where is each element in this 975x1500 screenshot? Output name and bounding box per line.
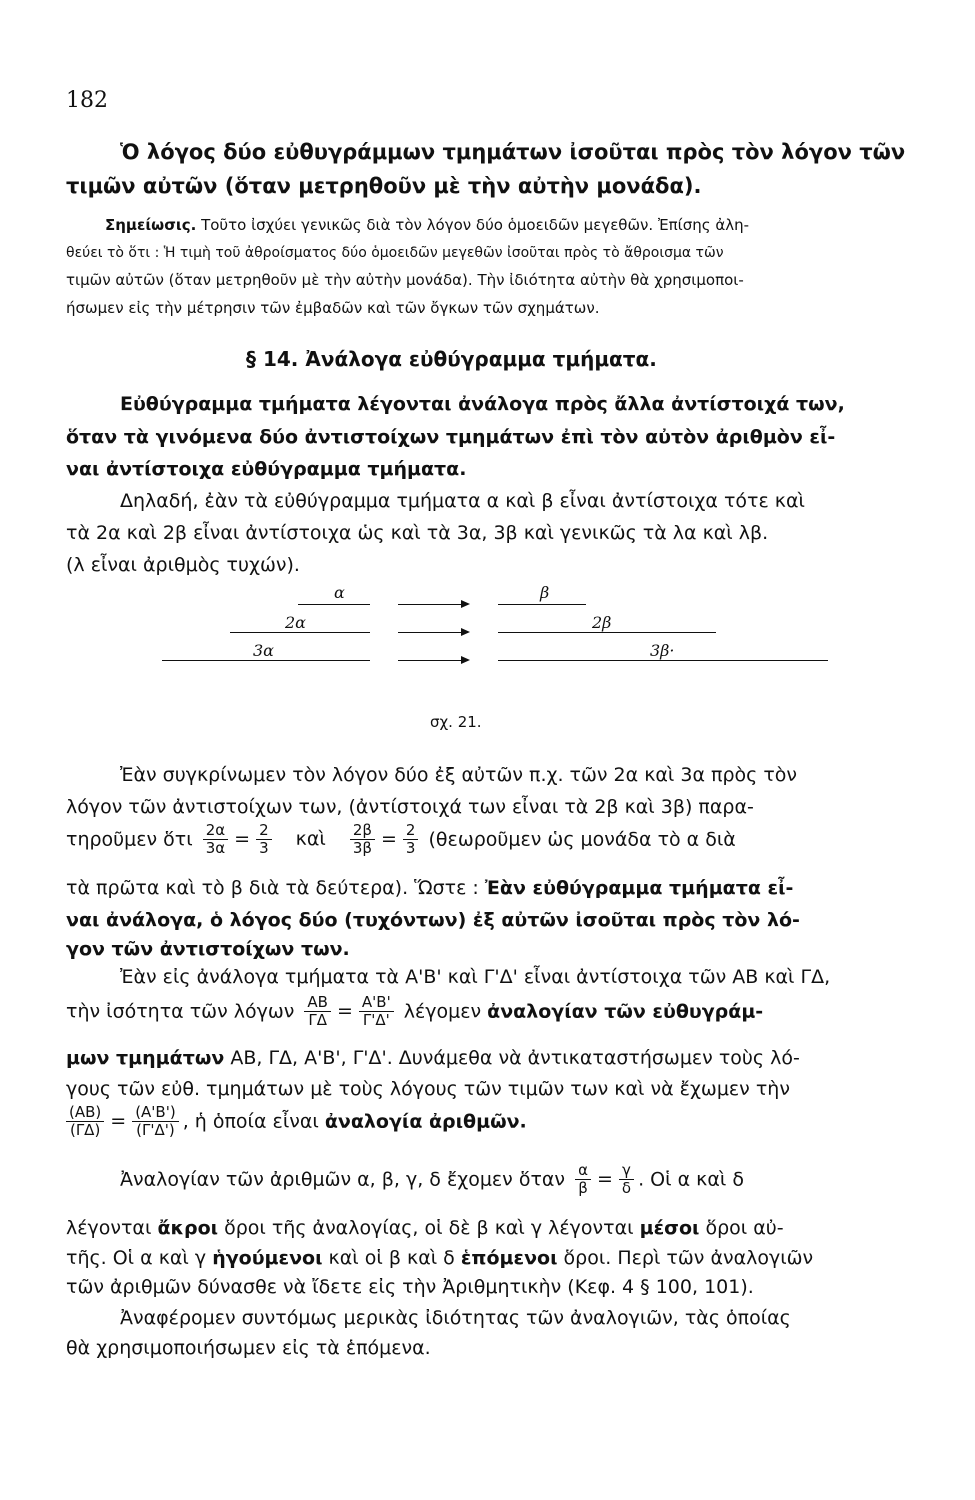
fraction-a-b: $\frac{\alpha}{\beta}$ [575, 1162, 591, 1198]
proportion-line-1: Ἐὰν εἰς ἀνάλογα τμήματα τὰ Α'Β' καὶ Γ'Δ' εἶναι ἀντίστοιχα τῶν ΑΒ καὶ ΓΔ, [120, 966, 831, 988]
numbers-line-5: Ἀναφέρομεν συντόμως μερικὰς ἰδιότητας τῶν ἀναλογιῶν, τὰς ὁποίας [120, 1307, 791, 1329]
numbers-line-3: τῆς. Οἱ α καὶ γ ἡγούμενοι καὶ οἱ β καὶ δ ἑπόμενοι ὅροι. Περὶ τῶν ἀναλογιῶν [66, 1247, 814, 1269]
label-a: α [334, 583, 345, 602]
proportion-line-3: μων τμημάτων ΑΒ, ΓΔ, Α'Β', Γ'Δ'. Δυνάμεθα νὰ ἀντικαταστήσωμεν τοὺς λό- [66, 1047, 800, 1069]
statement-line-1: Ὁ λόγος δύο εὐθυγράμμων τμημάτων ἰσοῦται πρὸς τὸν λόγον τῶν [120, 140, 906, 164]
definition-line-1: Εὐθύγραμμα τμήματα λέγονται ἀνάλογα πρὸς ἄλλα ἀντίστοιχά των, [120, 393, 845, 415]
label-2b: 2β [592, 613, 612, 632]
fraction-g-d: $\frac{\gamma}{\delta}$ [619, 1162, 634, 1198]
label-2a: 2α [285, 613, 306, 632]
comparison-line-4: τὰ πρῶτα καὶ τὸ β διὰ τὰ δεύτερα). Ὥστε : Ἐὰν εὐθύγραμμα τμήματα εἶ- [66, 877, 794, 899]
fraction-value-a1b1-g1d1: $\frac{(A'B')}{(\Gamma'\Delta')}$ [132, 1104, 179, 1140]
fraction-2-3-first: $\frac{2}{3}$ [256, 822, 272, 858]
segment-2b [498, 632, 716, 633]
proportion-line-5: $\frac{(AB)}{(\Gamma\Delta)}$ = $\frac{(A'B')}{(\Gamma'\Delta')}$ , ἡ ὁποία εἶναι ἀναλογία ἀριθμῶν. [66, 1104, 527, 1140]
note-line-3: τιμῶν αὐτῶν (ὅταν μετρηθοῦν μὲ τὴν αὐτὴν μονάδα). Τὴν ἰδιότητα αὐτὴν θὰ χρησιμοποι- [66, 271, 744, 289]
comparison-line-6: γον τῶν ἀντιστοίχων των. [66, 938, 350, 960]
note-line-1: Σημείωσις. Τοῦτο ἰσχύει γενικῶς διὰ τὸν λόγον δύο ὁμοειδῶν μεγεθῶν. Ἐπίσης ἀλη- [105, 216, 749, 234]
segment-3a [162, 660, 370, 661]
fraction-ab-gd: $\frac{AB}{\Gamma\Delta}$ [304, 994, 331, 1030]
numbers-line-4: τῶν ἀριθμῶν δύνασθε νὰ ἴδετε εἰς τὴν Ἀριθμητικὴν (Κεφ. 4 § 100, 101). [66, 1276, 754, 1298]
page-number: 182 [66, 88, 108, 113]
segment-b [498, 604, 586, 605]
label-b: β [540, 583, 550, 602]
note-line-4: ήσωμεν εἰς τὴν μέτρησιν τῶν ἐμβαδῶν καὶ τῶν ὄγκων τῶν σχημάτων. [66, 299, 600, 317]
segment-a [298, 604, 370, 605]
arrow-3 [398, 660, 468, 661]
comparison-line-5: ναι ἀνάλογα, ὁ λόγος δύο (τυχόντων) ἐξ αὐτῶν ἰσοῦται πρὸς τὸν λό- [66, 909, 800, 931]
note-line-2: θεύει τὸ ὅτι : Ἡ τιμὴ τοῦ ἀθροίσματος δύο ὁμοειδῶν μεγεθῶν ἰσοῦται πρὸς τὸ ἄθροισμα τῶν [66, 245, 724, 261]
arrow-1 [398, 604, 468, 605]
fraction-value-ab-gd: $\frac{(AB)}{(\Gamma\Delta)}$ [66, 1104, 104, 1140]
arrow-2 [398, 632, 468, 633]
proportion-line-4: γους τῶν εὐθ. τμημάτων μὲ τοὺς λόγους τῶν τιμῶν των καὶ νὰ ἔχωμεν τὴν [66, 1078, 790, 1100]
segment-3b [498, 660, 828, 661]
fraction-2a-3a: $\frac{2\alpha}{3\alpha}$ [203, 822, 228, 858]
statement-line-2: τιμῶν αὐτῶν (ὅταν μετρηθοῦν μὲ τὴν αὐτὴν μονάδα). [66, 174, 702, 198]
example-line-2: τὰ 2α καὶ 2β εἶναι ἀντίστοιχα ὡς καὶ τὰ 3α, 3β καὶ γενικῶς τὰ λα καὶ λβ. [66, 522, 769, 544]
comparison-line-2: λόγον τῶν ἀντιστοίχων των, (ἀντίστοιχά των εἶναι τὰ 2β καὶ 3β) παρα- [66, 796, 754, 818]
fraction-2b-3b: $\frac{2\beta}{3\beta}$ [350, 822, 375, 858]
segment-2a [230, 632, 370, 633]
label-3b: 3β· [650, 641, 675, 660]
example-line-1: Δηλαδή, ἐὰν τὰ εὐθύγραμμα τμήματα α καὶ β εἶναι ἀντίστοιχα τότε καὶ [120, 490, 805, 512]
numbers-line-1: Ἀναλογίαν τῶν ἀριθμῶν α, β, γ, δ ἔχομεν ὅταν $\frac{\alpha}{\beta}$ = $\frac{\gamma}{\delta}$ . Οἱ α καὶ δ [120, 1161, 744, 1198]
note-label: Σημείωσις. [105, 216, 197, 234]
definition-line-3: ναι ἀντίστοιχα εὐθύγραμμα τμήματα. [66, 458, 467, 480]
proportion-line-2: τὴν ἰσότητα τῶν λόγων $\frac{AB}{\Gamma\Delta}$ = $\frac{A'B'}{\Gamma'\Delta'}$ λέγομεν ἀναλογίαν τῶν εὐθυγράμ- [66, 993, 764, 1030]
numbers-line-2: λέγονται ἄκροι ὅροι τῆς ἀναλογίας, οἱ δὲ β καὶ γ λέγονται μέσοι ὅροι αὐ- [66, 1217, 784, 1239]
label-3a: 3α [253, 641, 274, 660]
example-line-3: (λ εἶναι ἀριθμὸς τυχών). [66, 554, 300, 576]
section-title: § 14. Ἀνάλογα εὐθύγραμμα τμήματα. [246, 347, 657, 371]
fraction-a1b1-g1d1: $\frac{A'B'}{\Gamma'\Delta'}$ [359, 994, 394, 1030]
fraction-2-3-second: $\frac{2}{3}$ [403, 822, 419, 858]
definition-line-2: ὅταν τὰ γινόμενα δύο ἀντιστοίχων τμημάτων ἐπὶ τὸν αὐτὸν ἀριθμὸν εἶ- [66, 426, 836, 448]
figure-caption: σχ. 21. [430, 713, 482, 731]
comparison-line-3: τηροῦμεν ὅτι $\frac{2\alpha}{3\alpha}$ = $\frac{2}{3}$ καὶ $\frac{2\beta}{3\beta}$ = $\frac{2}{3}$ (θεωροῦμεν ὡς μονάδα τὸ α διὰ [66, 821, 736, 858]
comparison-line-1: Ἐὰν συγκρίνωμεν τὸν λόγον δύο ἐξ αὐτῶν π.χ. τῶν 2α καὶ 3α πρὸς τὸν [120, 764, 798, 786]
numbers-line-6: θὰ χρησιμοποιήσωμεν εἰς τὰ ἑπόμενα. [66, 1337, 431, 1359]
